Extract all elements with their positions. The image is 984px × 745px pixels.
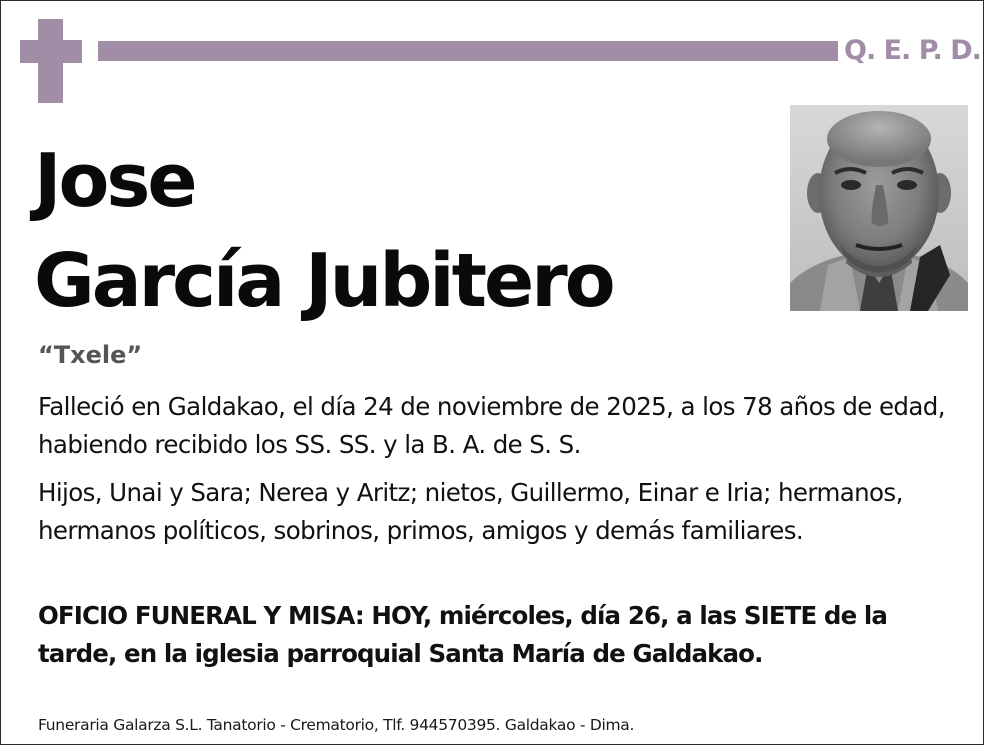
deceased-name xyxy=(34,131,774,331)
portrait-photo xyxy=(790,105,968,311)
surnames: García Jubitero xyxy=(34,238,613,324)
death-notice-text: Falleció en Galdakao, el día 24 de noviembre de 2025, a los 78 años de edad, habiendo recibido los SS. SS. y la B. A. de S. S. xyxy=(38,392,945,459)
cross-horizontal-beam xyxy=(20,40,82,63)
header-divider-bar xyxy=(98,41,838,61)
funeral-service-text: OFICIO FUNERAL Y MISA: HOY, miércoles, día 26, a las SIETE de la tarde, en la iglesia parroquial Santa María de Galdakao. xyxy=(38,601,888,668)
qepd-label: Q. E. P. D. xyxy=(844,35,981,66)
first-name: Jose xyxy=(34,138,195,224)
family-text: Hijos, Unai y Sara; Nerea y Aritz; nietos, Guillermo, Einar e Iria; hermanos, hermanos políticos, sobrinos, primos, amigos y demás familiares. xyxy=(38,478,903,545)
nickname: “Txele” xyxy=(38,341,143,369)
funeral-home-footer: Funeraria Galarza S.L. Tanatorio - Crematorio, Tlf. 944570395. Galdakao - Dima. xyxy=(38,716,635,734)
portrait-image xyxy=(790,105,968,311)
